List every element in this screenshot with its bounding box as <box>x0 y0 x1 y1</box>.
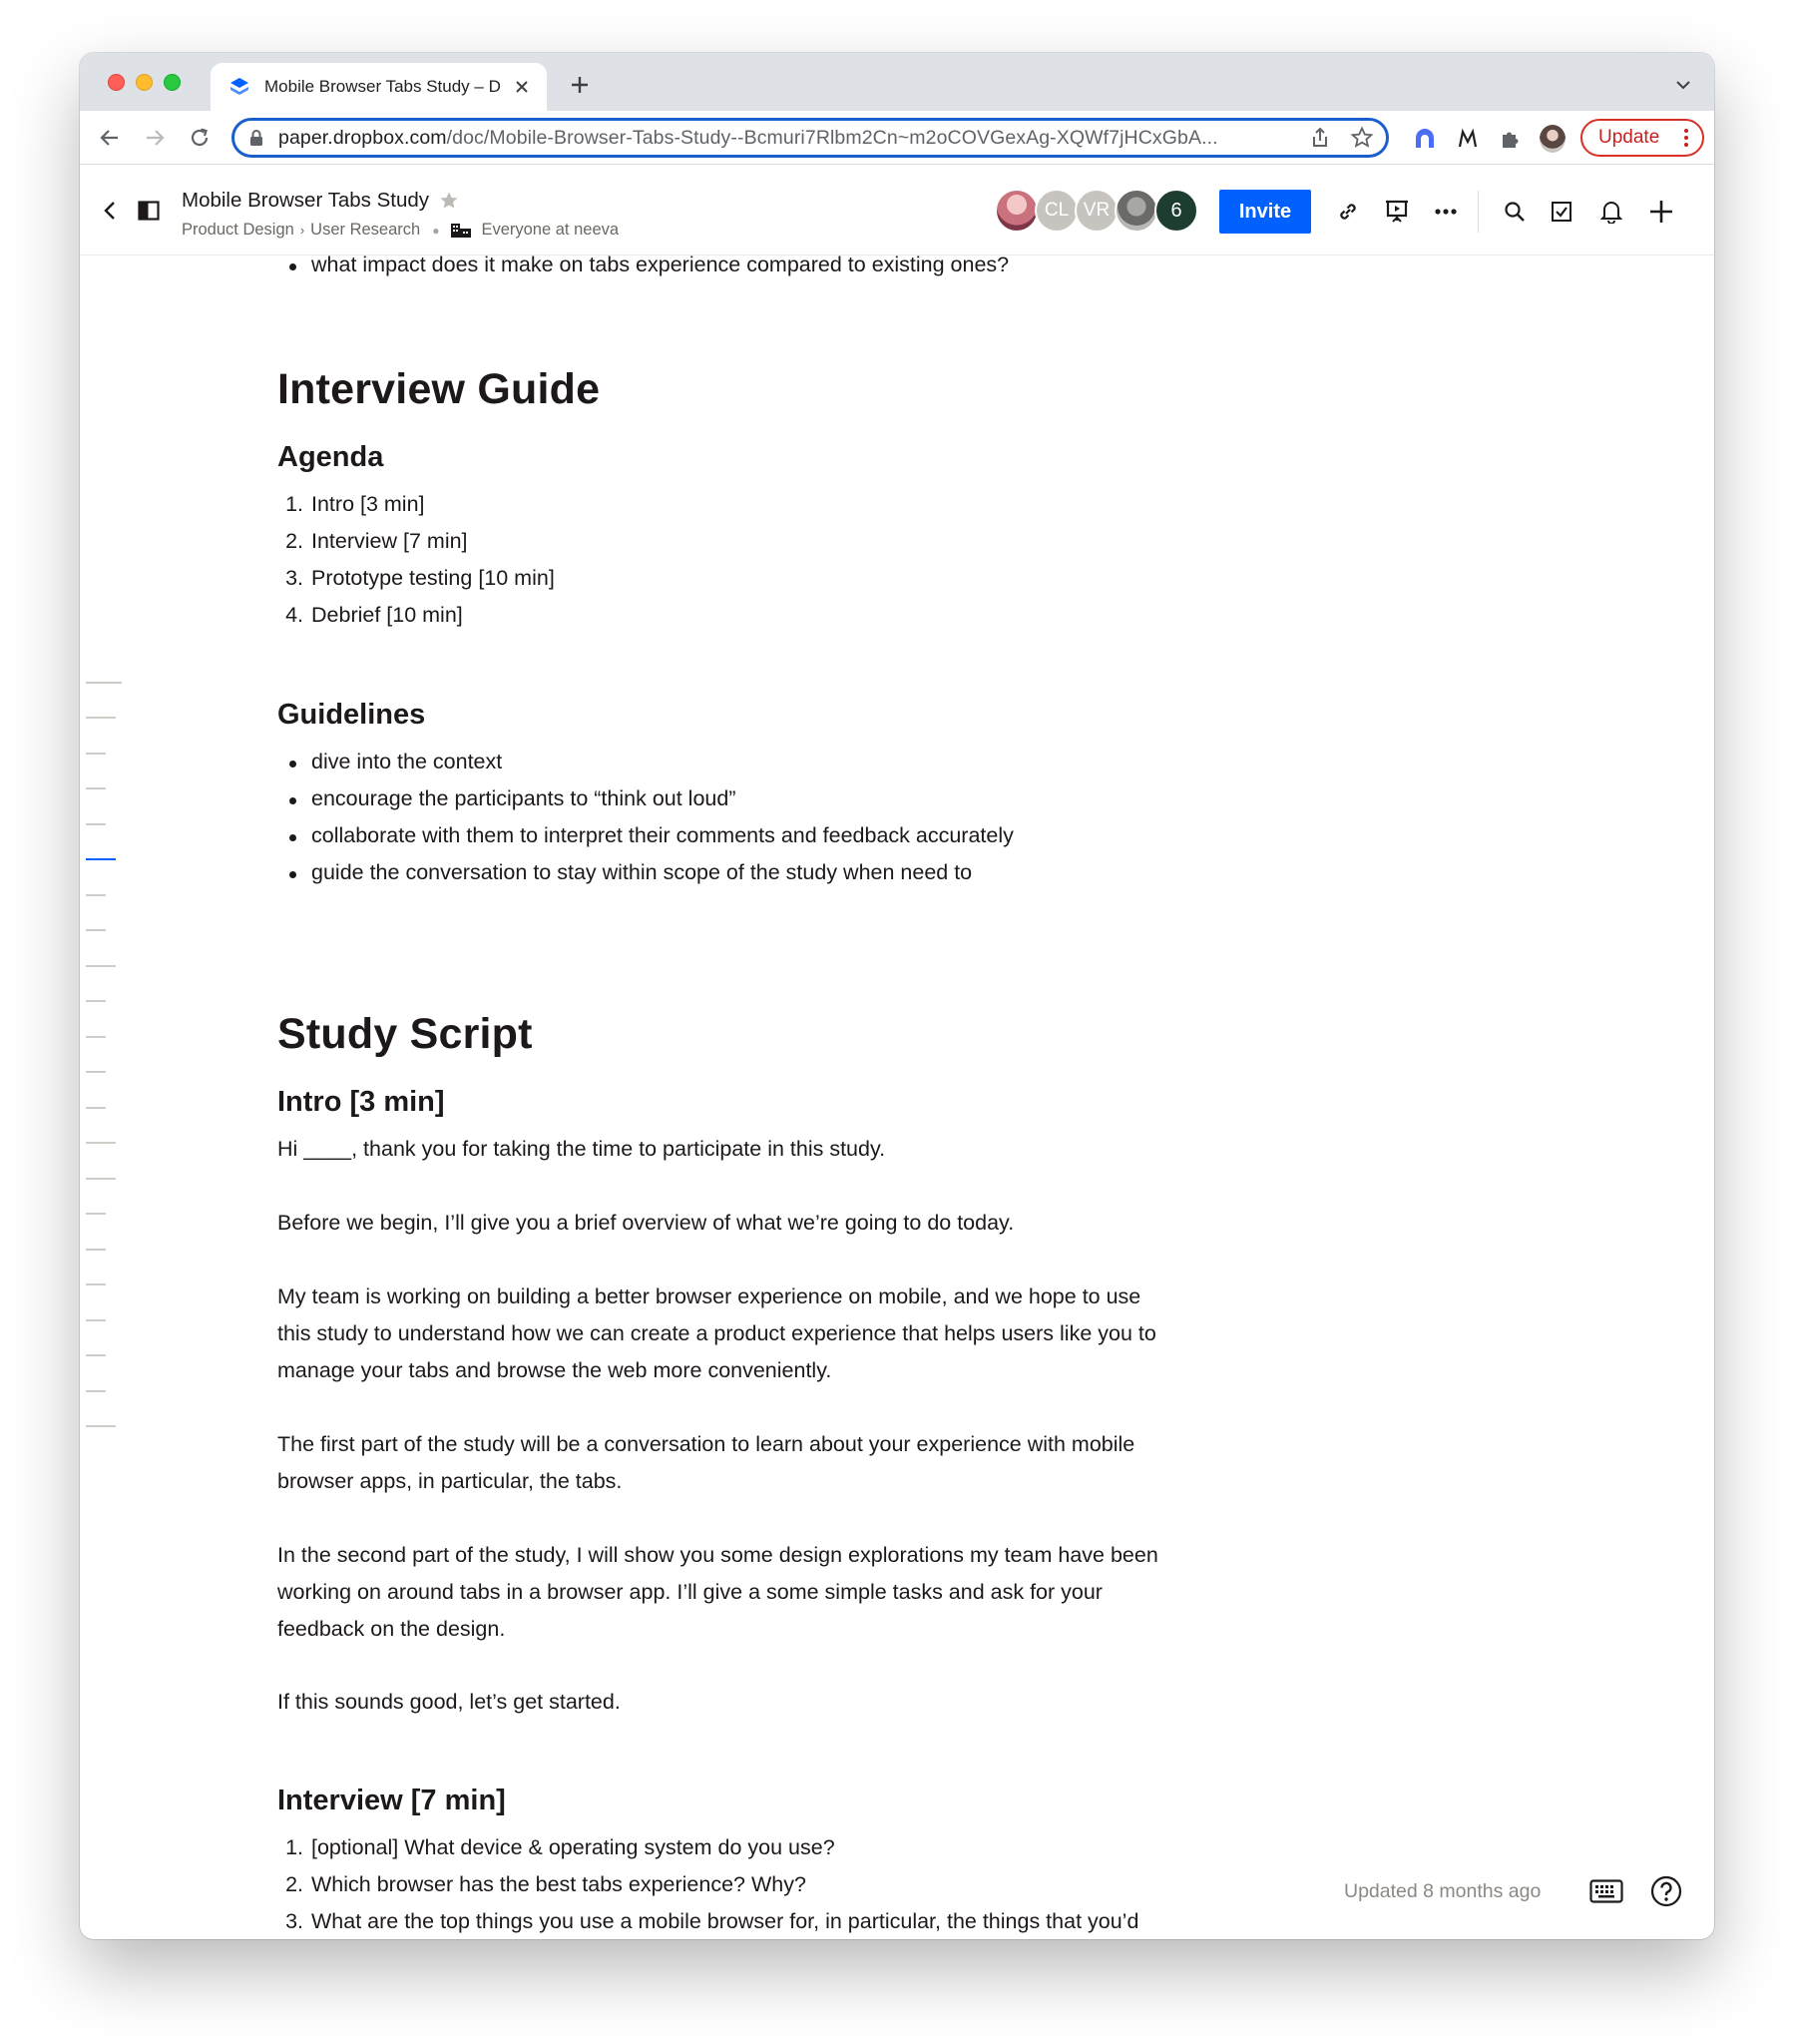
copy-link-icon[interactable] <box>1335 199 1361 225</box>
header-divider <box>1478 191 1479 233</box>
paragraph: Before we begin, I’ll give you a brief overview of what we’re going to do today. <box>277 1211 1015 1235</box>
heading-agenda: Agenda <box>277 441 384 473</box>
favorite-star-icon[interactable] <box>439 191 459 211</box>
checklist-icon[interactable] <box>1549 199 1574 225</box>
outline-marker[interactable] <box>86 1142 116 1144</box>
outline-marker[interactable] <box>86 787 106 789</box>
keyboard-shortcuts-icon[interactable] <box>1589 1879 1623 1903</box>
list-item: 2. Which browser has the best tabs experience? Why? <box>285 1872 806 1896</box>
list-item: 1. [optional] What device & operating system do you use? <box>285 1835 835 1859</box>
address-bar[interactable] <box>231 118 1389 158</box>
collaborator-avatars[interactable] <box>995 189 1198 233</box>
last-updated-status: Updated 8 months ago <box>1344 1880 1542 1902</box>
search-icon[interactable] <box>1502 199 1528 225</box>
outline-marker[interactable] <box>86 1107 106 1109</box>
doc-title-text: Mobile Browser Tabs Study <box>182 189 430 212</box>
outline-marker[interactable] <box>86 1249 106 1251</box>
url-text: paper.dropbox.com/doc/Mobile-Browser-Tabs-Study--Bcmuri7Rlbm2Cn~m2oCOVGexAg-XQWf7jHCxGbA... <box>278 126 1218 149</box>
present-icon[interactable] <box>1384 199 1410 225</box>
outline-marker-active[interactable] <box>86 858 116 860</box>
chevron-left-icon[interactable] <box>100 199 120 223</box>
list-item: 1. Intro [3 min] <box>285 492 425 516</box>
outline-marker[interactable] <box>86 753 106 755</box>
outline-marker[interactable] <box>86 1071 106 1073</box>
zoom-window-button[interactable] <box>164 74 181 91</box>
paper-header <box>80 165 1714 256</box>
outline-marker[interactable] <box>86 1000 106 1002</box>
breadcrumb-user-research[interactable]: User Research <box>310 221 421 239</box>
browser-window <box>80 53 1714 1939</box>
avatar[interactable]: CL <box>1035 189 1079 233</box>
browser-tab[interactable] <box>211 63 547 111</box>
heading-interview-guide: Interview Guide <box>277 365 601 413</box>
outline-marker[interactable] <box>86 823 106 825</box>
create-plus-icon[interactable] <box>1648 199 1674 225</box>
list-item: encourage the participants to “think out loud” <box>311 786 736 810</box>
more-vertical-icon <box>1684 129 1688 147</box>
update-label: Update <box>1598 127 1660 148</box>
heading-study-script: Study Script <box>277 1010 533 1058</box>
paragraph: My team is working on building a better browser experience on mobile, and we hope to use this study to understand how we can create a product experience that helps users like you to manage your tabs and browse the web more conveniently. <box>277 1284 1156 1382</box>
outline-marker[interactable] <box>86 965 116 967</box>
outline-marker[interactable] <box>86 1036 106 1038</box>
share-scope[interactable]: Everyone at neeva <box>481 221 620 239</box>
paragraph: If this sounds good, let’s get started. <box>277 1690 621 1714</box>
close-window-button[interactable] <box>108 74 125 91</box>
tab-title: Mobile Browser Tabs Study – D <box>264 77 501 96</box>
list-item: 3. Prototype testing [10 min] <box>285 566 555 590</box>
tab-strip <box>80 53 1714 111</box>
heading-interview: Interview [7 min] <box>277 1785 506 1816</box>
forward-icon[interactable] <box>141 124 169 152</box>
heading-intro: Intro [3 min] <box>277 1086 445 1118</box>
update-button[interactable] <box>1580 119 1704 157</box>
m-extension-icon[interactable] <box>1455 126 1481 152</box>
share-icon[interactable] <box>1308 126 1332 150</box>
neeva-extension-icon[interactable] <box>1412 126 1438 152</box>
list-item: dive into the context <box>311 750 503 773</box>
avatar[interactable]: VR <box>1075 189 1119 233</box>
outline-marker[interactable] <box>86 1390 106 1392</box>
sidebar-toggle-icon[interactable] <box>138 201 160 221</box>
heading-guidelines: Guidelines <box>277 699 426 731</box>
list-item: 3. What are the top things you use a mobile browser for, in particular, the things that you’d <box>285 1909 1139 1933</box>
collaborator-count-badge[interactable]: 6 <box>1154 189 1198 233</box>
outline-marker[interactable] <box>86 1283 106 1285</box>
outline-marker[interactable] <box>86 1319 106 1321</box>
profile-avatar[interactable] <box>1540 126 1566 152</box>
paragraph: The first part of the study will be a conversation to learn about your experience with mobile browser apps, in particular, the tabs. <box>277 1432 1135 1493</box>
new-tab-icon[interactable] <box>565 70 595 100</box>
outline-marker[interactable] <box>86 929 106 931</box>
more-options-icon[interactable] <box>1433 199 1459 225</box>
dropbox-paper-icon <box>228 76 250 98</box>
outline-marker[interactable] <box>86 717 116 719</box>
list-item: guide the conversation to stay within scope of the study when need to <box>311 860 973 884</box>
invite-button[interactable]: Invite <box>1219 190 1311 234</box>
doc-title[interactable] <box>182 189 459 213</box>
avatar[interactable] <box>1115 189 1158 233</box>
list-item: collaborate with them to interpret their comments and feedback accurately <box>311 823 1014 847</box>
notifications-bell-icon[interactable] <box>1598 199 1624 225</box>
chevron-down-icon[interactable] <box>1672 74 1694 96</box>
help-icon[interactable] <box>1650 1875 1682 1907</box>
browser-toolbar <box>80 111 1714 165</box>
back-icon[interactable] <box>96 124 124 152</box>
separator-dot: ● <box>432 223 440 238</box>
breadcrumb-product-design[interactable]: Product Design <box>182 221 294 239</box>
outline-marker[interactable] <box>86 1178 116 1180</box>
outline-marker[interactable] <box>86 894 106 896</box>
lock-icon <box>248 129 264 147</box>
list-item: 4. Debrief [10 min] <box>285 603 463 627</box>
outline-marker[interactable] <box>86 1213 106 1215</box>
breadcrumb <box>182 221 619 240</box>
close-tab-icon[interactable] <box>511 76 533 98</box>
extensions-puzzle-icon[interactable] <box>1497 126 1523 152</box>
paragraph: Hi ____, thank you for taking the time to participate in this study. <box>277 1137 886 1161</box>
breadcrumb-separator-icon: › <box>299 223 305 238</box>
paragraph: In the second part of the study, I will show you some design explorations my team have been working on around tabs in a browser app. I’ll give a some simple tasks and ask for your feedback on the design. <box>277 1543 1158 1641</box>
avatar[interactable] <box>995 189 1039 233</box>
bookmark-star-icon[interactable] <box>1350 126 1374 150</box>
outline-marker[interactable] <box>86 1425 116 1427</box>
list-item: 2. Interview [7 min] <box>285 529 468 553</box>
reload-icon[interactable] <box>186 124 214 152</box>
outline-marker[interactable] <box>86 1354 106 1356</box>
minimize-window-button[interactable] <box>136 74 153 91</box>
team-building-icon <box>451 224 471 238</box>
outline-marker[interactable] <box>86 682 122 684</box>
list-item: what impact does it make on tabs experience compared to existing ones? <box>311 253 1010 276</box>
